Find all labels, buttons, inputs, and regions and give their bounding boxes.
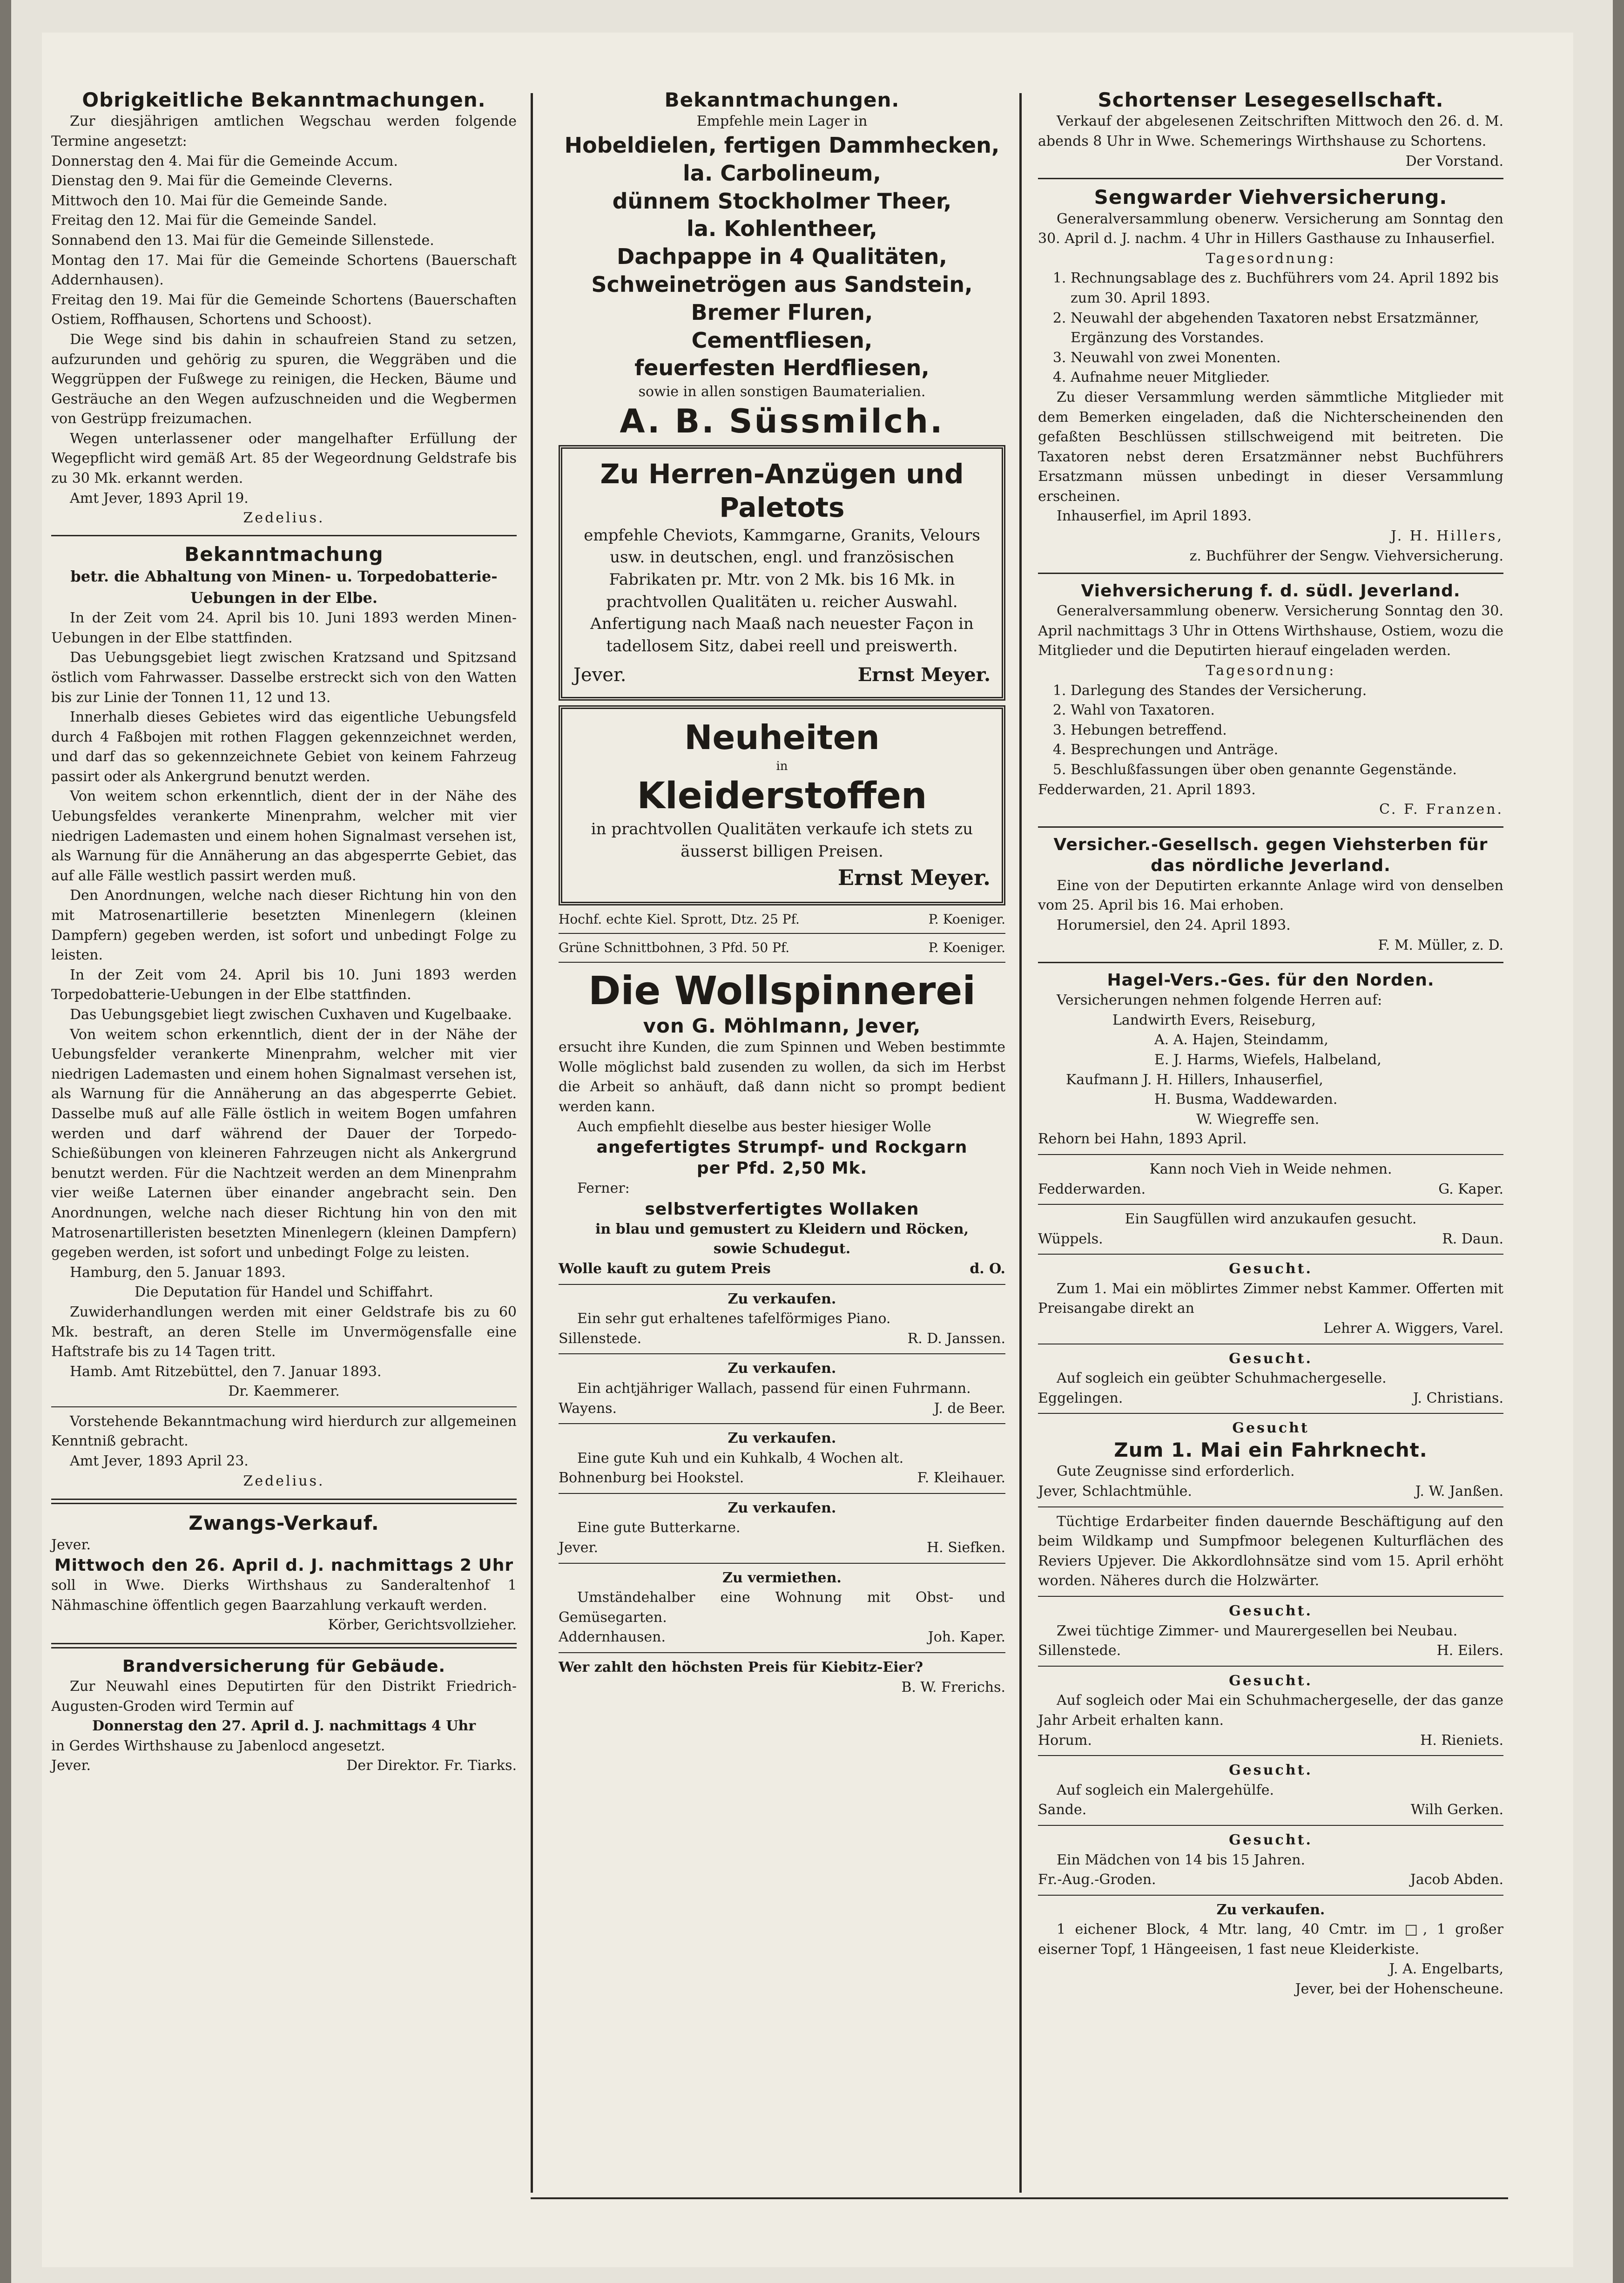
product-item: Cementfliesen,	[691, 327, 873, 353]
agenda-item: 2. Neuwahl der abgehenden Taxatoren nebst Ersatzmänner, Ergänzung des Vorstandes.	[1071, 309, 1503, 348]
woll-laken: selbstverfertigtes Wollaken	[645, 1199, 919, 1219]
zwang-signature: Körber, Gerichtsvollzieher.	[328, 1617, 517, 1634]
ad-heading: Gesucht.	[1229, 1602, 1313, 1619]
product-item: Dachpappe in 4 Qualitäten,	[617, 244, 947, 270]
column-2	[559, 88, 1005, 1697]
firm-name: A. B. Süssmilch.	[620, 402, 944, 440]
ad-name: H. Eilers.	[1436, 1642, 1503, 1659]
bek-paragraph: Das Uebungsgebiet liegt zwischen Kratzsand und Spitzsand östlich vom Fahrwasser. Dasselbe erstreckt sich von den Watten bis zur Linie der Tonnen 11, 12 und 13.	[51, 649, 517, 706]
obrig-paragraph: Wegen unterlassener oder mangelhafter Erfüllung der Wegepflicht wird gemäß Art. 85 der Wegeordnung Geldstrafe bis zu 30 Mk. erkannt werden.	[51, 430, 517, 487]
fahr-name: J. W. Janßen.	[1415, 1483, 1503, 1500]
agenda-item: 4. Besprechungen und Anträge.	[1071, 740, 1503, 760]
agenda-item: 2. Wahl von Taxatoren.	[1071, 701, 1503, 721]
hagel-title: Hagel-Vers.-Ges. für den Norden.	[1107, 971, 1435, 990]
agenda-item: 4. Aufnahme neuer Mitglieder.	[1071, 368, 1503, 388]
ad-place: Bohnenburg bei Hookstel.	[559, 1470, 744, 1486]
fahr-title: Zum 1. Mai ein Fahrknecht.	[1114, 1439, 1428, 1462]
ad-text: 1 eichener Block, 4 Mtr. lang, 40 Cmtr. im □, 1 großer eiserner Topf, 1 Hängeeisen, 1 fast neue Kleiderkiste.	[1038, 1921, 1503, 1958]
tagesordnung-label: Tagesordnung:	[1206, 250, 1336, 267]
ad-place: Eggelingen.	[1038, 1390, 1123, 1406]
fahr-text: Gute Zeugnisse sind erforderlich.	[1057, 1463, 1295, 1480]
page-edge-right	[1613, 0, 1624, 2283]
tagesordnung-label: Tagesordnung:	[1206, 662, 1336, 679]
obrig-line: Freitag den 19. Mai für die Gemeinde Schortens (Bauerschaften Ostiem, Roffhausen, Schortens und Schoost).	[51, 291, 517, 328]
bohnen-name: P. Koeniger.	[928, 940, 1005, 956]
bek-paragraph: In der Zeit vom 24. April bis 10. Juni 1893 werden Minen-Uebungen in der Elbe stattfinden.	[51, 610, 517, 646]
brand-place: Jever.	[51, 1757, 91, 1774]
woll-price: per Pfd. 2,50 Mk.	[696, 1159, 868, 1178]
vieh-text: Generalversammlung obenerw. Versicherung Sonntag den 30. April nachmittags 3 Uhr in Ottens Wirthshause, Ostiem, wozu die Mitglieder und die Deputirten hierauf eingeladen werden.	[1038, 603, 1503, 659]
product-item: Schweinetrögen aus Sandstein,	[591, 271, 973, 297]
bek-paragraph: Innerhalb dieses Gebietes wird das eigentliche Uebungsfeld durch 4 Faßbojen mit rothen Flaggen gekennzeichnet werden, und darf das so gekennzeichnete Gebiet von keinem Fahrzeug passirt oder als Ankergrund benutzt werden.	[51, 709, 517, 785]
hagel-agent: Kaufmann J. H. Hillers, Inhauserfiel,	[1066, 1071, 1323, 1088]
agenda-item: 5. Beschlußfassungen über oben genannte Gegenstände.	[1071, 760, 1503, 780]
ad-box-herren	[559, 445, 1005, 701]
divider	[559, 1652, 1005, 1653]
divider	[1038, 1825, 1503, 1826]
product-item: la. Kohlentheer,	[687, 216, 877, 242]
product-item: la. Carbolineum,	[683, 160, 881, 186]
ad-place: Jever.	[559, 1540, 599, 1556]
ad-name: J. de Beer.	[934, 1400, 1005, 1417]
ad-text: Eine gute Butterkarne.	[577, 1520, 741, 1536]
obrig-line: Freitag den 12. Mai für die Gemeinde Sandel.	[51, 212, 377, 229]
ad-name: F. Kleihauer.	[917, 1470, 1005, 1486]
vieh-name: C. F. Franzen.	[1379, 801, 1503, 818]
ad-place: Jever, bei der Hohenscheune.	[1295, 1981, 1503, 1998]
product-item: Bremer Fluren,	[691, 299, 873, 325]
kiebitz-text: Wer zahlt den höchsten Preis für Kiebitz-Eier?	[559, 1659, 923, 1676]
divider	[1038, 1666, 1503, 1667]
sprott-text: Hochf. echte Kiel. Sprott, Dtz. 25 Pf.	[559, 911, 800, 927]
zwang-text: soll in Wwe. Dierks Wirthshaus zu Sanderaltenhof 1 Nähmaschine öffentlich gegen Baarzahlung verkauft werden.	[51, 1577, 517, 1614]
obrig-paragraph: Die Wege sind bis dahin in schaufreien Stand zu setzen, aufzurunden und gehörig zu spuren, die Weggräben und die Weggrüppen der Fußwege zu reinigen, die Hecken, Bäume und Gesträuche an den Wegen aufzuschneiden und die Wegbermen von Gestrüpp freizumachen.	[51, 331, 517, 427]
ad-text: Auf sogleich ein geübter Schuhmachergeselle.	[1057, 1370, 1387, 1387]
divider	[559, 933, 1005, 934]
divider	[1038, 178, 1503, 179]
lese-signature: Der Vorstand.	[1405, 153, 1503, 169]
ad-name: J. A. Engelbarts,	[1389, 1961, 1503, 1978]
agenda-item: 3. Neuwahl von zwei Monenten.	[1071, 348, 1503, 368]
divider	[559, 1563, 1005, 1564]
divider	[51, 1499, 517, 1504]
obrig-line: Sonnabend den 13. Mai für die Gemeinde Sillenstede.	[51, 232, 434, 249]
column-rule	[1019, 93, 1022, 2193]
woll-schudegut: sowie Schudegut.	[713, 1241, 851, 1257]
obrig-line: Donnerstag den 4. Mai für die Gemeinde Accum.	[51, 153, 398, 169]
kann-name: G. Kaper.	[1438, 1181, 1503, 1197]
saug-name: R. Daun.	[1442, 1230, 1503, 1247]
ad-text: Auf sogleich oder Mai ein Schuhmachergeselle, der das ganze Jahr Arbeit erhalten kann.	[1038, 1692, 1503, 1729]
seng-paragraph: Zu dieser Versammlung werden sämmtliche Mitglieder mit dem Bemerken eingeladen, daß die Nichterscheinenden den gefaßten Beschlüssen stillschweigend mit beitreten. Die Taxatoren nebst deren Ersatzmänner nebst Buchführers Ersatzmann müssen unbedingt in dieser Versammlung erscheinen.	[1038, 389, 1503, 505]
ad-name: H. Rieniets.	[1420, 1732, 1503, 1749]
obrig-title: Obrigkeitliche Bekanntmachungen.	[82, 88, 486, 111]
bottom-rule	[531, 2197, 1508, 2199]
ad-text: Zwei tüchtige Zimmer- und Maurergesellen bei Neubau.	[1057, 1622, 1458, 1639]
ad-name: Lehrer A. Wiggers, Varel.	[1323, 1320, 1503, 1337]
ad-heading: Gesucht.	[1229, 1831, 1313, 1848]
brand-date: Donnerstag den 27. April d. J. nachmittags 4 Uhr	[92, 1718, 476, 1735]
box2-in: in	[776, 759, 788, 773]
woll-farben: in blau und gemustert zu Kleidern und Röcken,	[595, 1221, 969, 1237]
hagel-agent: A. A. Hajen, Steindamm,	[1154, 1032, 1328, 1048]
obrig-line: Mittwoch den 10. Mai für die Gemeinde Sande.	[51, 192, 388, 209]
ad-heading: Gesucht.	[1229, 1672, 1313, 1689]
woll-title: Die Wollspinnerei	[588, 968, 976, 1013]
ad-heading: Gesucht.	[1229, 1261, 1313, 1277]
bohnen-text: Grüne Schnittbohnen, 3 Pfd. 50 Pf.	[559, 940, 790, 956]
divider	[1038, 573, 1503, 574]
vers-name: F. M. Müller, z. D.	[1378, 937, 1503, 953]
ad-box-neuheiten	[559, 705, 1005, 905]
bek-paragraph: Das Uebungsgebiet liegt zwischen Cuxhaven und Kugelbaake.	[70, 1006, 512, 1023]
woll-ferner: Ferner:	[577, 1180, 630, 1197]
agenda-item: 1. Darlegung des Standes der Versicherung.	[1071, 681, 1503, 701]
bek-place: Hamb. Amt Ritzebüttel, den 7. Januar 1893.	[70, 1363, 382, 1380]
fahr-heading: Gesucht	[1232, 1420, 1309, 1437]
emp-line: Empfehle mein Lager in	[696, 113, 868, 130]
bek-paragraph: In der Zeit vom 24. April bis 10. Juni 1893 werden Torpedobatterie-Uebungen in der Elbe stattfinden.	[51, 966, 517, 1003]
divider	[559, 1423, 1005, 1424]
seng-place: Inhauserfiel, im April 1893.	[1057, 508, 1252, 525]
zwang-date: Mittwoch den 26. April d. J. nachmittags 2 Uhr	[54, 1556, 514, 1575]
bek2-title: Bekanntmachungen.	[664, 88, 900, 111]
bek-subtitle: betr. die Abhaltung von Minen- u. Torpedobatterie-Uebungen in der Elbe.	[70, 567, 498, 607]
ad-place: Sillenstede.	[559, 1330, 642, 1347]
kiebitz-name: B. W. Frerichs.	[901, 1679, 1005, 1695]
divider	[1038, 1254, 1503, 1255]
divider	[51, 1406, 517, 1407]
hagel-agent: W. Wiegreffe sen.	[1196, 1111, 1320, 1128]
ad-name: Joh. Kaper.	[928, 1629, 1005, 1646]
box2-title: Neuheiten	[684, 718, 880, 757]
product-item: feuerfesten Herdfliesen,	[634, 355, 930, 381]
hagel-agent: E. J. Harms, Wiefels, Halbeland,	[1154, 1051, 1381, 1068]
divider	[1038, 1413, 1503, 1414]
ad-text: Auf sogleich ein Malergehülfe.	[1057, 1782, 1274, 1798]
vieh-place: Fedderwarden, 21. April 1893.	[1038, 781, 1256, 798]
page-edge-left	[0, 0, 11, 2283]
bek-paragraph: Zuwiderhandlungen werden mit einer Geldstrafe bis zu 60 Mk. bestraft, an deren Stelle im Unvermögensfalle eine Haftstrafe bis zu 14 Tagen tritt.	[51, 1304, 517, 1360]
ad-place: Wayens.	[559, 1400, 617, 1417]
ad-text: Umständehalber eine Wohnung mit Obst- und Gemüsegarten.	[559, 1589, 1005, 1626]
bek-paragraph: Vorstehende Bekanntmachung wird hierdurch zur allgemeinen Kenntniß gebracht.	[51, 1413, 517, 1450]
ad-place: Horum.	[1038, 1732, 1092, 1749]
obrig-line: Dienstag den 9. Mai für die Gemeinde Cleverns.	[51, 173, 393, 189]
bek-signature: Zedelius.	[243, 1472, 325, 1489]
lese-title: Schortenser Lesegesellschaft.	[1098, 88, 1444, 111]
obrig-line: Montag den 17. Mai für die Gemeinde Schortens (Bauerschaft Addernhausen).	[51, 252, 517, 289]
vers-title: Versicher.-Gesellsch. gegen Viehsterben für das nördliche Jeverland.	[1053, 835, 1488, 875]
box1-text2: Anfertigung nach Maaß nach neuester Façon in tadellosem Sitz, dabei reell und preiswerth.	[590, 615, 974, 655]
woll-do: d. O.	[970, 1260, 1005, 1277]
box2-name: Ernst Meyer.	[837, 865, 991, 891]
column-1	[51, 88, 517, 1776]
ad-name: Wilh Gerken.	[1410, 1802, 1503, 1818]
ad-name: R. D. Janssen.	[907, 1330, 1005, 1347]
brand-text2: in Gerdes Wirthshause zu Jabenlocd angesetzt.	[51, 1737, 385, 1754]
product-item: dünnem Stockholmer Theer,	[612, 188, 952, 214]
ad-heading: Zu vermiethen.	[722, 1569, 842, 1586]
obrig-intro: Zur diesjährigen amtlichen Wegschau werden folgende Termine angesetzt:	[51, 113, 517, 149]
bek-signature: Dr. Kaemmerer.	[228, 1383, 340, 1400]
column-rule	[531, 93, 533, 2193]
zwang-place: Jever.	[51, 1536, 91, 1553]
divider	[1038, 1596, 1503, 1597]
vieh-title: Viehversicherung f. d. südl. Jeverland.	[1081, 581, 1461, 601]
seng-title: Sengwarder Viehversicherung.	[1094, 186, 1448, 209]
bek-title: Bekanntmachung	[184, 542, 384, 566]
kann-place: Fedderwarden.	[1038, 1181, 1146, 1197]
agenda-item: 1. Rechnungsablage des z. Buchführers vom 24. April 1892 bis zum 30. April 1893.	[1071, 269, 1503, 308]
obrig-place: Amt Jever, 1893 April 19.	[70, 490, 249, 507]
seng-role: z. Buchführer der Sengw. Viehversicherung.	[1189, 547, 1503, 564]
bek-place: Hamburg, den 5. Januar 1893.	[70, 1264, 286, 1281]
ad-place: Fr.-Aug.-Groden.	[1038, 1871, 1156, 1888]
sowie-line: sowie in allen sonstigen Baumaterialien.	[638, 384, 926, 400]
box2-title2: Kleiderstoffen	[637, 775, 927, 817]
seng-agenda	[1038, 269, 1503, 388]
box1-title: Zu Herren-Anzügen und Paletots	[600, 458, 964, 524]
ad-heading: Zu verkaufen.	[728, 1360, 836, 1377]
divider	[1038, 826, 1503, 828]
ad-text: Zum 1. Mai ein möblirtes Zimmer nebst Kammer. Offerten mit Preisangabe direkt an	[1038, 1280, 1503, 1317]
lese-text: Verkauf der abgelesenen Zeitschriften Mittwoch den 26. d. M. abends 8 Uhr in Wwe. Schemerings Wirthshause zu Schortens.	[1038, 113, 1503, 149]
bek-deputation: Die Deputation für Handel und Schiffahrt.	[135, 1284, 433, 1301]
ad-text: Ein Mädchen von 14 bis 15 Jahren.	[1057, 1851, 1306, 1868]
bek-place: Amt Jever, 1893 April 23.	[70, 1453, 249, 1470]
divider	[51, 1643, 517, 1648]
vieh-agenda	[1038, 681, 1503, 780]
hagel-text: Versicherungen nehmen folgende Herren auf:	[1057, 992, 1382, 1009]
divider	[1038, 1154, 1503, 1155]
ad-place: Sande.	[1038, 1802, 1087, 1818]
ad-place: Addernhausen.	[559, 1629, 666, 1646]
divider	[1038, 1204, 1503, 1205]
divider	[1038, 1895, 1503, 1896]
obrig-signature: Zedelius.	[243, 510, 325, 527]
divider	[559, 962, 1005, 963]
divider	[559, 1353, 1005, 1354]
zwang-title: Zwangs-Verkauf.	[189, 1512, 379, 1535]
bek-paragraph: Den Anordnungen, welche nach dieser Richtung hin von den mit Matrosenartillerie besetzten Minenlegern (kleinen Dampfern) gegeben werden, ist sofort und unbedingt Folge zu leisten.	[51, 887, 517, 964]
ad-text: Ein sehr gut erhaltenes tafelförmiges Piano.	[577, 1310, 891, 1327]
ad-heading: Zu verkaufen.	[728, 1499, 836, 1516]
brand-signature: Der Direktor. Fr. Tiarks.	[346, 1757, 517, 1774]
product-item: Hobeldielen, fertigen Dammhecken,	[564, 132, 1000, 158]
divider	[1038, 962, 1503, 963]
ad-name: Jacob Abden.	[1410, 1871, 1503, 1888]
ad-name: J. Christians.	[1413, 1390, 1503, 1406]
ad-text: Eine gute Kuh und ein Kuhkalb, 4 Wochen alt.	[577, 1450, 904, 1466]
divider	[51, 535, 517, 536]
column-3	[1038, 88, 1503, 1999]
ad-heading: Gesucht.	[1229, 1350, 1313, 1367]
vers-place: Horumersiel, den 24. April 1893.	[1057, 917, 1291, 933]
bek-paragraph: Von weitem schon erkenntlich, dient der in der Nähe des Uebungsfeldes verankerte Minenprahm, welcher mit vier niedrigen Lademasten und einem hohen Signalmast versehen ist, als Warnung für die Annäherung an das abgesperrte Gebiet, das auf alle Fälle westlich passirt werden muß.	[51, 788, 517, 884]
ad-place: Sillenstede.	[1038, 1642, 1121, 1659]
kann-text: Kann noch Vieh in Weide nehmen.	[1149, 1161, 1392, 1177]
woll-kauft: Wolle kauft zu gutem Preis	[559, 1260, 771, 1277]
seng-text: Generalversammlung obenerw. Versicherung am Sonntag den 30. April d. J. nachm. 4 Uhr in Hillers Gasthause zu Inhauserfiel.	[1038, 210, 1503, 247]
ad-text: Ein achtjähriger Wallach, passend für einen Fuhrmann.	[577, 1380, 971, 1397]
saug-place: Wüppels.	[1038, 1230, 1103, 1247]
ad-heading: Zu verkaufen.	[1216, 1901, 1325, 1918]
woll-garn: angefertigtes Strumpf- und Rockgarn	[596, 1138, 968, 1157]
saug-text: Ein Saugfüllen wird anzukaufen gesucht.	[1125, 1211, 1417, 1228]
hagel-agent: H. Busma, Waddewarden.	[1154, 1091, 1338, 1108]
box1-name: Ernst Meyer.	[857, 664, 991, 686]
agenda-item: 3. Hebungen betreffend.	[1071, 721, 1503, 741]
box2-text: in prachtvollen Qualitäten verkaufe ich stets zu äusserst billigen Preisen.	[591, 820, 973, 861]
ad-heading: Zu verkaufen.	[728, 1430, 836, 1447]
woll-von: von G. Möhlmann, Jever,	[643, 1014, 921, 1037]
seng-name: J. H. Hillers,	[1391, 528, 1503, 545]
fahr-place: Jever, Schlachtmühle.	[1038, 1483, 1192, 1500]
bek-paragraph: Von weitem schon erkenntlich, dient der in der Nähe der Uebungsfelder verankerte Minenprahm, welcher mit vier niedrigen Lademasten und einem hohen Signalmast versehen ist, als Warnung für die Annäherung an das abgesperrte Gebiet. Dasselbe muß auf alle Fälle östlich in weitem Bogen umfahren werden und darf während der Dauer der Torpedo-Schießübungen von kleineren Fahrzeugen nicht als Ankergrund benutzt werden. Für die Nachtzeit werden an dem Minenprahm vier weiße Laternen über einander angebracht sein. Den Anordnungen, welche nach dieser Richtung hin von den mit Matrosenartilleristen besetzten Minenlegern (kleinen Dampfern) gegeben werden, ist sofort und unbedingt Folge zu leisten.	[51, 1026, 517, 1261]
hagel-place: Rehorn bei Hahn, 1893 April.	[1038, 1131, 1247, 1148]
divider	[1038, 1755, 1503, 1756]
ad-name: H. Siefken.	[926, 1540, 1005, 1556]
brand-text: Zur Neuwahl eines Deputirten für den Distrikt Friedrich-Augusten-Groden wird Termin auf	[51, 1678, 517, 1715]
hagel-agent: Landwirth Evers, Reiseburg,	[1112, 1012, 1316, 1028]
box1-place: Jever.	[573, 664, 627, 686]
ad-heading: Gesucht.	[1229, 1762, 1313, 1779]
divider	[559, 1493, 1005, 1494]
divider	[1038, 1506, 1503, 1507]
erd-text: Tüchtige Erdarbeiter finden dauernde Beschäftigung auf den beim Wildkamp und Sumpfmoor belegenen Kulturflächen des Reviers Upjever. Die Akkordlohnsätze sind vom 15. April erhöht worden. Näheres durch die Holzwärter.	[1038, 1513, 1503, 1589]
ad-heading: Zu verkaufen.	[728, 1290, 836, 1307]
sprott-name: P. Koeniger.	[928, 911, 1005, 927]
divider	[559, 1284, 1005, 1285]
vers-text: Eine von der Deputirten erkannte Anlage wird von denselben vom 25. April bis 16. Mai erhoben.	[1038, 877, 1503, 914]
woll-text: ersucht ihre Kunden, die zum Spinnen und Weben bestimmte Wolle möglichst bald zusenden zu wollen, da sich im Herbst die Arbeit so anhäuft, daß dann nicht so prompt bedient werden kann.	[559, 1039, 1005, 1115]
box1-text: empfehle Cheviots, Kammgarne, Granits, Velours usw. in deutschen, engl. und französischen Fabrikaten pr. Mtr. von 2 Mk. bis 16 Mk. in prachtvollen Qualitäten u. reicher Auswahl.	[584, 526, 980, 611]
brand-title: Brandversicherung für Gebäude.	[122, 1657, 446, 1676]
woll-text2: Auch empfiehlt dieselbe aus bester hiesiger Wolle	[577, 1118, 931, 1135]
